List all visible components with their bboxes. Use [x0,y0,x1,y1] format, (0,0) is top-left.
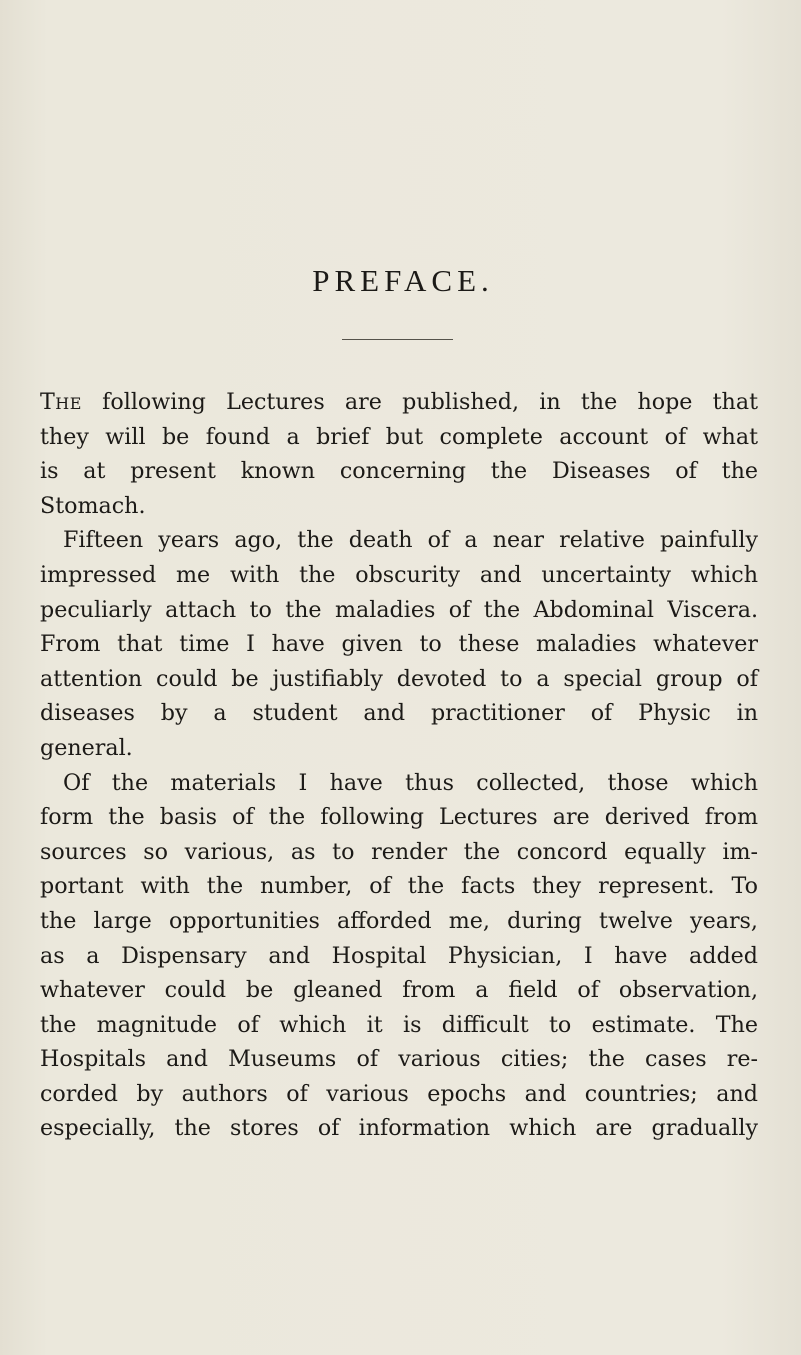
text-line: Of the materials I have thus collected, those which [63,769,758,796]
text-line: form the basis of the following Lectures are derived from [40,804,758,831]
text-line: the large opportunities afforded me, during twelve years, [40,907,758,934]
text-line: attention could be justifiably devoted to a special group of [40,665,758,692]
text-line: Fifteen years ago, the death of a near relative painfully [63,527,758,554]
text-line: diseases by a student and practitioner of Physic in [40,700,758,727]
line-text: following Lectures are published, in the hope that [81,389,758,415]
title-rule [342,339,453,340]
preface-body [40,385,758,1146]
page-title: PREFACE. [312,263,494,298]
text-line: Stomach. [40,492,146,519]
opening-word: The [40,389,82,415]
text-line: corded by authors of various epochs and countries; and [40,1080,758,1107]
text-line: is at present known concerning the Diseases of the [40,458,758,485]
text-line: especially, the stores of information which are gradually [40,1115,758,1142]
text-line: whatever could be gleaned from a field of observation, [40,977,758,1004]
text-line: From that time I have given to these maladies whatever [40,631,758,658]
text-line: the magnitude of which it is difficult to estimate. The [40,1011,758,1038]
text-line: sources so various, as to render the concord equally im- [40,838,758,865]
text-line: as a Dispensary and Hospital Physician, I have added [40,942,758,969]
text-line: they will be found a brief but complete account of what [40,423,758,450]
text-line: Hospitals and Museums of various cities; the cases re- [40,1046,758,1073]
text-line: peculiarly attach to the maladies of the Abdominal Viscera. [40,596,758,623]
text-line: portant with the number, of the facts they represent. To [40,873,758,900]
text-line: general. [40,734,133,761]
text-line: impressed me with the obscurity and uncertainty which [40,561,758,588]
text-line [40,385,758,420]
